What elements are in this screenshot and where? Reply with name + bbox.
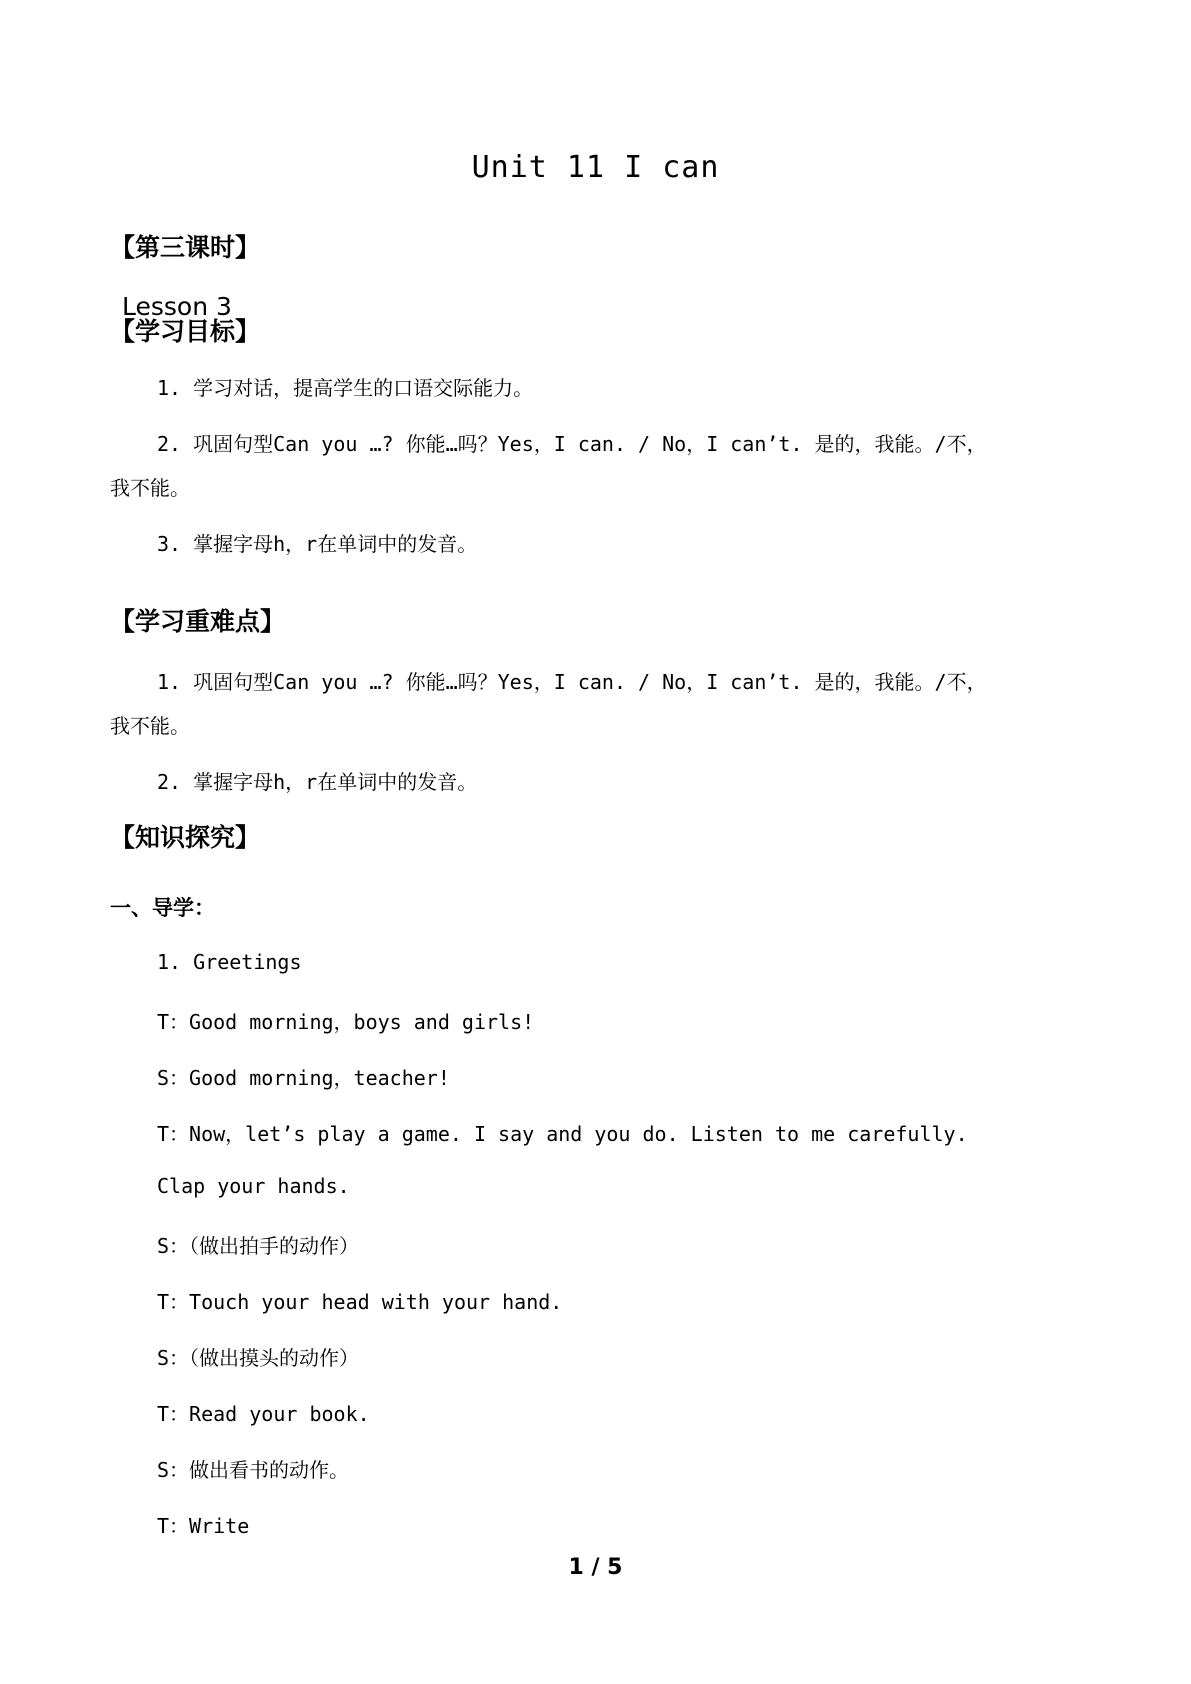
objective-line: 3. 掌握字母h，r在单词中的发音。 [157,532,478,556]
page-number: 1 / 5 [568,1555,623,1580]
guide-line: S：做出看书的动作。 [157,1458,350,1482]
guide-heading: 一、导学： [110,896,215,920]
objective-line: 我不能。 [110,476,190,500]
guide-line: 1. Greetings [157,950,302,974]
key-point-line: 1. 巩固句型Can you …? 你能…吗？Yes，I can. / No，I can’t. 是的，我能。/不， [157,670,987,694]
guide-line: T：Read your book. [157,1402,370,1426]
lesson-label: Lesson 3 [122,292,232,321]
guide-line: Clap your hands. [157,1174,350,1198]
objective-line: 1. 学习对话，提高学生的口语交际能力。 [157,376,534,400]
guide-line: T：Write [157,1514,250,1538]
guide-line: S：Good morning，teacher! [157,1066,450,1090]
section-heading-key-points: 【学习重难点】 [110,607,286,636]
section-heading-exploration: 【知识探究】 [110,823,261,852]
section-heading-lesson-period: 【第三课时】 [110,233,261,262]
objective-line: 2. 巩固句型Can you …? 你能…吗？Yes，I can. / No，I can’t. 是的，我能。/不， [157,432,987,456]
guide-line: S：（做出摸头的动作） [157,1346,360,1370]
key-point-line: 2. 掌握字母h，r在单词中的发音。 [157,770,478,794]
section-heading-objectives: 【学习目标】 [110,317,261,346]
guide-line: T：Now，let’s play a game. I say and you do. Listen to me carefully. [157,1122,968,1146]
guide-line: T：Touch your head with your hand. [157,1290,563,1314]
guide-line: S：（做出拍手的动作） [157,1234,360,1258]
key-point-line: 我不能。 [110,714,190,738]
document-title: Unit 11 I can [471,150,720,185]
guide-line: T：Good morning，boys and girls! [157,1010,535,1034]
